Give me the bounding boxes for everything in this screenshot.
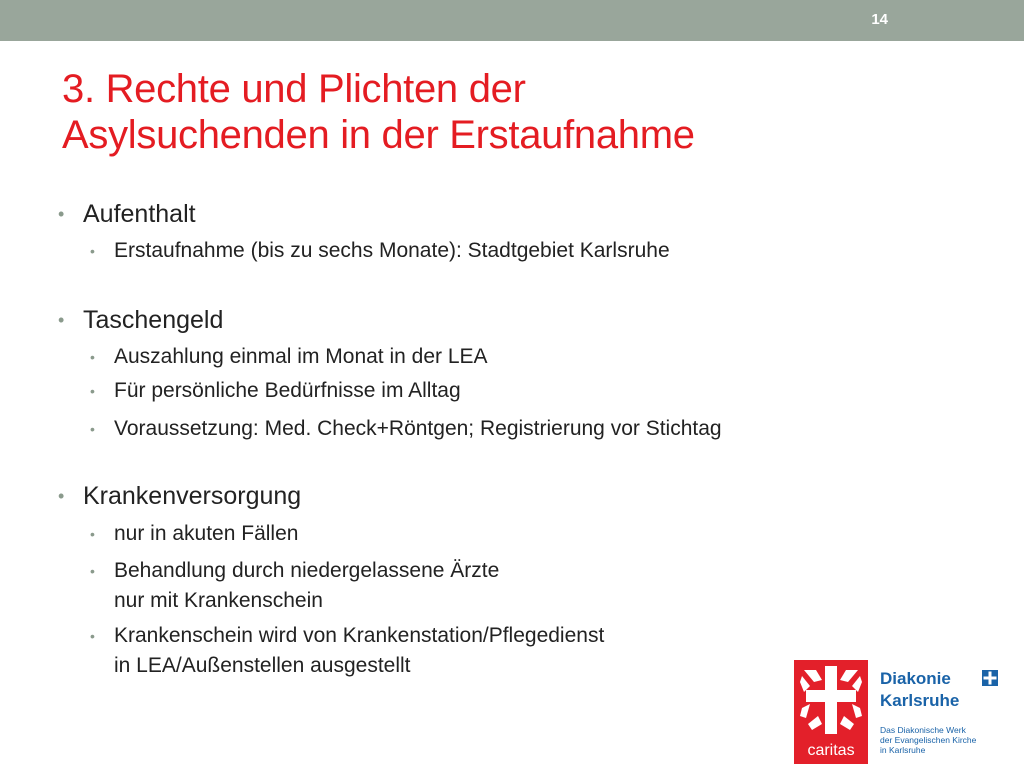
bullet-icon: • [90, 628, 95, 644]
bullet-icon: • [90, 421, 95, 437]
bullet-icon: • [58, 204, 65, 224]
title-line: Asylsuchenden in der Erstaufnahme [62, 113, 695, 157]
caritas-cross-flame-icon [794, 660, 868, 740]
diakonie-subtitle-line: in Karlsruhe [880, 745, 926, 755]
bullet-icon: • [90, 349, 95, 365]
diakonie-logo-city: Karlsruhe [880, 691, 960, 710]
list-item-text [114, 556, 499, 616]
bullet-icon: • [90, 383, 95, 399]
list-item-text [114, 414, 722, 444]
bullet-icon: • [90, 563, 95, 579]
caritas-logo-text: caritas [807, 742, 855, 759]
bullet-icon: • [58, 310, 65, 330]
section-heading-label: Krankenversorgung [83, 482, 302, 510]
diakonie-cross-icon [982, 670, 998, 686]
page-number: 14 [871, 11, 888, 28]
list-item-line: Auszahlung einmal im Monat in der LEA [114, 345, 488, 368]
bullet-icon: • [90, 243, 95, 259]
diakonie-subtitle-line: Das Diakonische Werk [880, 725, 966, 735]
list-item-line: in LEA/Außenstellen ausgestellt [114, 654, 411, 677]
list-item-text [114, 621, 604, 681]
list-item-line: nur in akuten Fällen [114, 522, 299, 545]
diakonie-subtitle-line: der Evangelischen Kirche [880, 735, 977, 745]
list-item-text [114, 236, 670, 266]
caritas-logo [794, 660, 868, 764]
title-line: 3. Rechte und Plichten der [62, 67, 526, 111]
section-heading-label: Aufenthalt [83, 200, 196, 228]
list-item-text [114, 376, 461, 406]
list-item-line: Für persönliche Bedürfnisse im Alltag [114, 379, 461, 402]
list-item-line: Krankenschein wird von Krankenstation/Pflegedienst [114, 624, 605, 647]
diakonie-logo-title: Diakonie [880, 669, 951, 688]
list-item-text [114, 342, 488, 372]
bullet-icon: • [58, 486, 65, 506]
list-item-text [114, 519, 298, 549]
section-heading-label: Taschengeld [83, 306, 224, 334]
bullet-icon: • [90, 526, 95, 542]
list-item-line: Behandlung durch niedergelassene Ärzte [114, 559, 500, 582]
list-item-line: Erstaufnahme (bis zu sechs Monate): Stadtgebiet Karlsruhe [114, 239, 670, 262]
list-item-line: Voraussetzung: Med. Check+Röntgen; Registrierung vor Stichtag [114, 417, 722, 440]
list-item-line: nur mit Krankenschein [114, 589, 323, 612]
diakonie-logo-subtitle [880, 725, 976, 755]
logo-area [794, 660, 994, 760]
